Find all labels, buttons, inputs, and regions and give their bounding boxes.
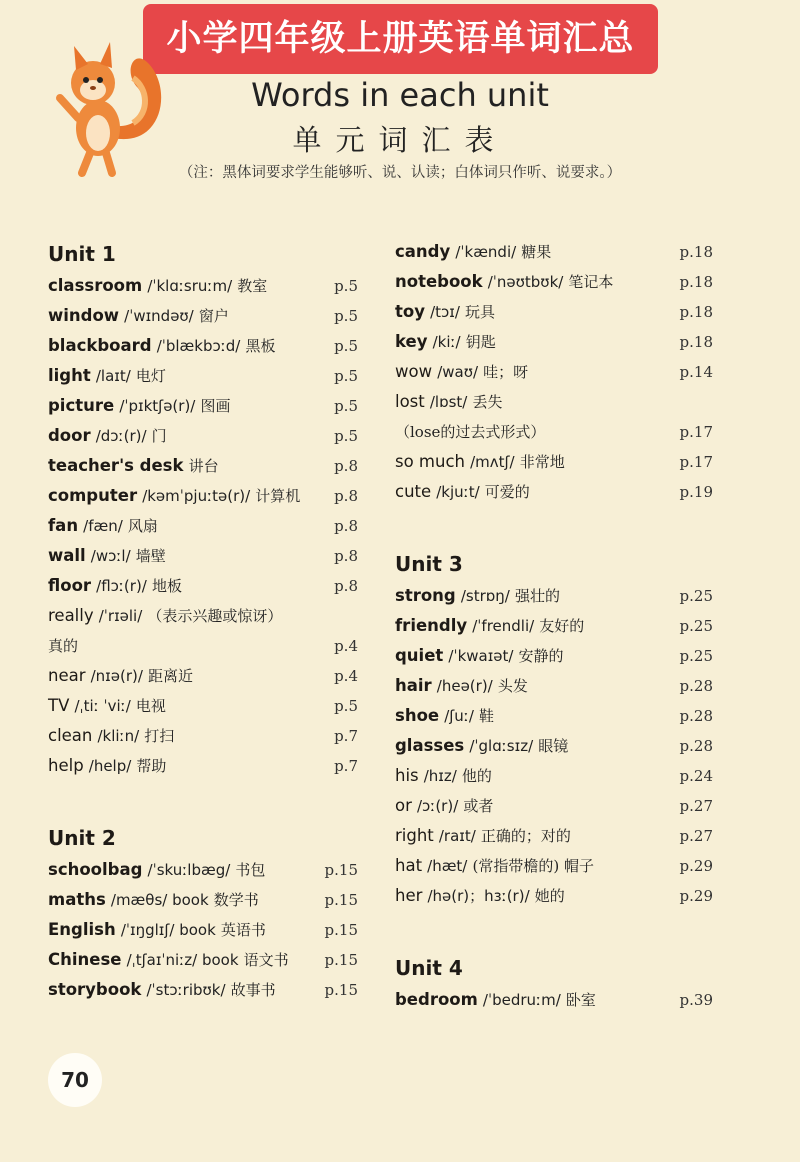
section-gap — [395, 911, 713, 951]
entry-page: p.24 — [679, 767, 713, 785]
entry-meaning: 可爱的 — [484, 483, 530, 501]
entry-word: fan — [48, 516, 79, 535]
entry-word: teacher's desk — [48, 456, 184, 475]
entry-phonetic: /help/ — [88, 757, 132, 775]
entry-page: p.25 — [679, 587, 713, 605]
entry-word: maths — [48, 890, 106, 909]
page-number: 70 — [48, 1053, 102, 1107]
entry-word: her — [395, 886, 423, 905]
entry-meaning: 丢失 — [472, 393, 503, 411]
entry-phonetic: /strɒŋ/ — [460, 587, 510, 605]
word-entry — [395, 851, 713, 881]
word-entry — [395, 477, 713, 507]
entry-phonetic: /waʊ/ — [437, 363, 479, 381]
entry-phonetic: /ˌtʃaɪˈniːz/ book — [126, 951, 239, 969]
entry-phonetic: /hɪz/ — [423, 767, 457, 785]
entry-word: or — [395, 796, 412, 815]
entry-phonetic: /ˈnəʊtbʊk/ — [487, 273, 564, 291]
entry-meaning: 哇；呀 — [483, 363, 529, 381]
entry-meaning: 笔记本 — [568, 273, 614, 291]
entry-phonetic: /ˈskuːlbæg/ — [147, 861, 231, 879]
word-entry — [395, 611, 713, 641]
note-text: （注：黑体词要求学生能够听、说、认读；白体词只作听、说要求。） — [178, 165, 622, 181]
word-entry — [395, 761, 713, 791]
word-entry — [48, 511, 358, 541]
entry-meaning: 讲台 — [188, 457, 219, 475]
word-entry — [395, 297, 713, 327]
word-entry — [395, 357, 713, 387]
word-entry — [395, 985, 713, 1015]
entry-phonetic: /kjuːt/ — [436, 483, 480, 501]
entry-phonetic: /lɒst/ — [429, 393, 468, 411]
entry-meaning: 强壮的 — [514, 587, 560, 605]
word-entry — [395, 581, 713, 611]
entry-word: near — [48, 666, 86, 685]
entry-meaning: 窗户 — [198, 307, 229, 325]
entry-phonetic: /kəmˈpjuːtə(r)/ — [142, 487, 251, 505]
entry-word: computer — [48, 486, 138, 505]
entry-page: p.25 — [679, 647, 713, 665]
entry-phonetic: /hə(r)；hɜː(r)/ — [427, 887, 530, 905]
entry-page: p.19 — [679, 483, 713, 501]
entry-meaning: 友好的 — [539, 617, 585, 635]
entry-page: p.15 — [324, 981, 358, 999]
word-entry — [48, 661, 358, 691]
word-entry — [395, 267, 713, 297]
entry-meaning: 卧室 — [565, 991, 596, 1009]
entry-phonetic: /ˈklɑːsruːm/ — [147, 277, 233, 295]
entry-meaning: 英语书 — [220, 921, 266, 939]
entry-word: window — [48, 306, 120, 325]
entry-page: p.4 — [334, 637, 358, 655]
entry-page: p.7 — [334, 727, 358, 745]
word-entry — [395, 671, 713, 701]
word-entry — [48, 721, 358, 751]
entry-meaning: 玩具 — [464, 303, 495, 321]
entry-page: p.14 — [679, 363, 713, 381]
entry-word: so much — [395, 452, 465, 471]
word-entry — [48, 751, 358, 781]
word-entry — [48, 885, 358, 915]
entry-page: p.4 — [334, 667, 358, 685]
word-entry — [48, 975, 358, 1005]
entry-meaning: （表示兴趣或惊讶） — [147, 607, 283, 625]
entry-meaning: 真的 — [48, 637, 79, 655]
entry-meaning: 电灯 — [135, 367, 166, 385]
entry-meaning: 他的 — [461, 767, 492, 785]
entry-meaning: 数学书 — [213, 891, 259, 909]
entry-page: p.29 — [679, 887, 713, 905]
entry-meaning: 风扇 — [127, 517, 158, 535]
entry-page: p.7 — [334, 757, 358, 775]
entry-page: p.15 — [324, 861, 358, 879]
entry-phonetic: /laɪt/ — [95, 367, 131, 385]
entry-meaning: 门 — [151, 427, 167, 445]
entry-page: p.5 — [334, 367, 358, 385]
entry-word: shoe — [395, 706, 440, 725]
word-entry — [48, 855, 358, 885]
entry-page: p.5 — [334, 697, 358, 715]
entry-word: friendly — [395, 616, 468, 635]
entry-meaning: 钥匙 — [465, 333, 496, 351]
word-entry — [48, 331, 358, 361]
entry-page: p.28 — [679, 677, 713, 695]
word-entry — [395, 881, 713, 911]
entry-meaning: （lose的过去式形式） — [395, 423, 546, 441]
word-entry — [48, 631, 358, 661]
entry-page: p.18 — [679, 303, 713, 321]
word-entry — [48, 361, 358, 391]
entry-phonetic: /ˈkændi/ — [455, 243, 517, 261]
entry-meaning: 帮助 — [136, 757, 167, 775]
entry-word: candy — [395, 242, 451, 261]
word-entry — [395, 701, 713, 731]
entry-meaning: 书包 — [235, 861, 266, 879]
entry-meaning: 教室 — [237, 277, 268, 295]
entry-meaning: 她的 — [534, 887, 565, 905]
unit-heading: Unit 2 — [48, 826, 116, 850]
entry-meaning: 图画 — [200, 397, 231, 415]
unit-heading: Unit 3 — [395, 552, 463, 576]
entry-phonetic: /ˈwɪndəʊ/ — [124, 307, 194, 325]
entry-meaning: 安静的 — [518, 647, 564, 665]
entry-word: light — [48, 366, 91, 385]
entry-meaning: 距离近 — [148, 667, 194, 685]
entry-page: p.8 — [334, 457, 358, 475]
entry-phonetic: /ˈblækbɔːd/ — [156, 337, 241, 355]
word-entry — [48, 481, 358, 511]
entry-word: his — [395, 766, 419, 785]
entry-phonetic: /ˈstɔːribʊk/ — [146, 981, 226, 999]
entry-page: p.27 — [679, 827, 713, 845]
entry-page: p.5 — [334, 427, 358, 445]
entry-meaning: 墙壁 — [135, 547, 166, 565]
entry-phonetic: /dɔː(r)/ — [95, 427, 147, 445]
word-entry — [48, 541, 358, 571]
entry-page: p.18 — [679, 243, 713, 261]
entry-meaning: 非常地 — [519, 453, 565, 471]
entry-phonetic: /ˈrɪəli/ — [98, 607, 143, 625]
entry-page: p.8 — [334, 547, 358, 565]
entry-page: p.15 — [324, 891, 358, 909]
entry-page: p.18 — [679, 333, 713, 351]
entry-page: p.25 — [679, 617, 713, 635]
entry-page: p.8 — [334, 577, 358, 595]
entry-word: door — [48, 426, 91, 445]
entry-word: storybook — [48, 980, 142, 999]
entry-word: blackboard — [48, 336, 152, 355]
word-entry — [48, 571, 358, 601]
entry-page: p.17 — [679, 453, 713, 471]
entry-page: p.8 — [334, 487, 358, 505]
word-entry — [48, 301, 358, 331]
entry-word: TV — [48, 696, 70, 715]
entry-meaning: 故事书 — [230, 981, 276, 999]
entry-meaning: 计算机 — [255, 487, 301, 505]
entry-word: glasses — [395, 736, 465, 755]
entry-word: Chinese — [48, 950, 122, 969]
entry-page: p.15 — [324, 921, 358, 939]
entry-page: p.39 — [679, 991, 713, 1009]
entry-page: p.15 — [324, 951, 358, 969]
entry-meaning: 鞋 — [479, 707, 495, 725]
entry-word: classroom — [48, 276, 143, 295]
entry-phonetic: /ˈpɪktʃə(r)/ — [119, 397, 196, 415]
entry-meaning: 正确的；对的 — [480, 827, 571, 845]
entry-word: floor — [48, 576, 92, 595]
title-banner: 小学四年级上册英语单词汇总 — [143, 4, 658, 74]
entry-phonetic: /ɔː(r)/ — [416, 797, 459, 815]
left-column — [48, 237, 358, 1005]
entry-page: p.28 — [679, 737, 713, 755]
entry-meaning: 眼镜 — [538, 737, 569, 755]
entry-word: lost — [395, 392, 425, 411]
section-gap — [48, 781, 358, 821]
word-entry — [48, 691, 358, 721]
entry-page: p.18 — [679, 273, 713, 291]
word-entry — [48, 945, 358, 975]
entry-phonetic: /flɔː(r)/ — [96, 577, 147, 595]
entry-phonetic: /tɔɪ/ — [430, 303, 460, 321]
section-gap — [395, 507, 713, 547]
word-entry — [48, 391, 358, 421]
entry-phonetic: /kliːn/ — [97, 727, 140, 745]
entry-page: p.8 — [334, 517, 358, 535]
word-entry — [395, 237, 713, 267]
word-entry — [48, 421, 358, 451]
entry-phonetic: /ʃuː/ — [444, 707, 474, 725]
entry-word: clean — [48, 726, 93, 745]
word-entry — [395, 327, 713, 357]
word-entry — [48, 271, 358, 301]
page-title-chinese: 单元词汇表 — [292, 123, 508, 157]
entry-phonetic: /mʌtʃ/ — [470, 453, 515, 471]
unit-heading: Unit 1 — [48, 242, 116, 266]
entry-page: p.17 — [679, 423, 713, 441]
entry-phonetic: /wɔːl/ — [90, 547, 131, 565]
entry-page: p.29 — [679, 857, 713, 875]
entry-phonetic: /nɪə(r)/ — [90, 667, 143, 685]
entry-phonetic: /ˈkwaɪət/ — [448, 647, 514, 665]
word-entry — [395, 641, 713, 671]
entry-meaning: 地板 — [151, 577, 182, 595]
entry-phonetic: /ˈbedruːm/ — [482, 991, 561, 1009]
word-entry — [395, 791, 713, 821]
unit-heading: Unit 4 — [395, 956, 463, 980]
word-entry — [395, 731, 713, 761]
entry-word: wow — [395, 362, 433, 381]
entry-page: p.27 — [679, 797, 713, 815]
entry-phonetic: /kiː/ — [432, 333, 461, 351]
entry-page: p.5 — [334, 337, 358, 355]
entry-page: p.5 — [334, 277, 358, 295]
word-entry — [48, 601, 358, 631]
entry-phonetic: /ˈglɑːsɪz/ — [469, 737, 534, 755]
entry-word: really — [48, 606, 94, 625]
entry-meaning: (常指带檐的) 帽子 — [472, 857, 594, 875]
entry-meaning: 黑板 — [245, 337, 276, 355]
right-column — [395, 237, 713, 1015]
page-title-english: Words in each unit — [251, 76, 549, 114]
entry-word: quiet — [395, 646, 444, 665]
word-entry — [395, 417, 713, 447]
entry-word: picture — [48, 396, 115, 415]
entry-word: notebook — [395, 272, 483, 291]
word-entry — [48, 451, 358, 481]
word-entry — [395, 447, 713, 477]
entry-word: bedroom — [395, 990, 478, 1009]
entry-page: p.28 — [679, 707, 713, 725]
entry-page: p.5 — [334, 397, 358, 415]
entry-word: toy — [395, 302, 425, 321]
entry-word: strong — [395, 586, 456, 605]
entry-phonetic: /fæn/ — [83, 517, 123, 535]
entry-word: hat — [395, 856, 423, 875]
entry-phonetic: /mæθs/ book — [110, 891, 209, 909]
entry-meaning: 头发 — [497, 677, 528, 695]
entry-phonetic: /raɪt/ — [438, 827, 476, 845]
entry-meaning: 打扫 — [144, 727, 175, 745]
entry-page: p.5 — [334, 307, 358, 325]
entry-meaning: 糖果 — [521, 243, 552, 261]
entry-word: schoolbag — [48, 860, 143, 879]
entry-word: key — [395, 332, 428, 351]
entry-meaning: 电视 — [135, 697, 166, 715]
entry-phonetic: /ˈɪŋglɪʃ/ book — [120, 921, 216, 939]
word-entry — [395, 387, 713, 417]
entry-word: help — [48, 756, 84, 775]
entry-meaning: 语文书 — [243, 951, 289, 969]
word-entry — [395, 821, 713, 851]
word-entry — [48, 915, 358, 945]
entry-word: hair — [395, 676, 432, 695]
entry-phonetic: /ˈfrendli/ — [472, 617, 535, 635]
entry-phonetic: /heə(r)/ — [436, 677, 493, 695]
entry-word: right — [395, 826, 434, 845]
entry-phonetic: /ˌtiː ˈviː/ — [74, 697, 131, 715]
entry-word: English — [48, 920, 116, 939]
entry-meaning: 或者 — [463, 797, 494, 815]
entry-phonetic: /hæt/ — [427, 857, 468, 875]
entry-word: wall — [48, 546, 86, 565]
entry-word: cute — [395, 482, 432, 501]
